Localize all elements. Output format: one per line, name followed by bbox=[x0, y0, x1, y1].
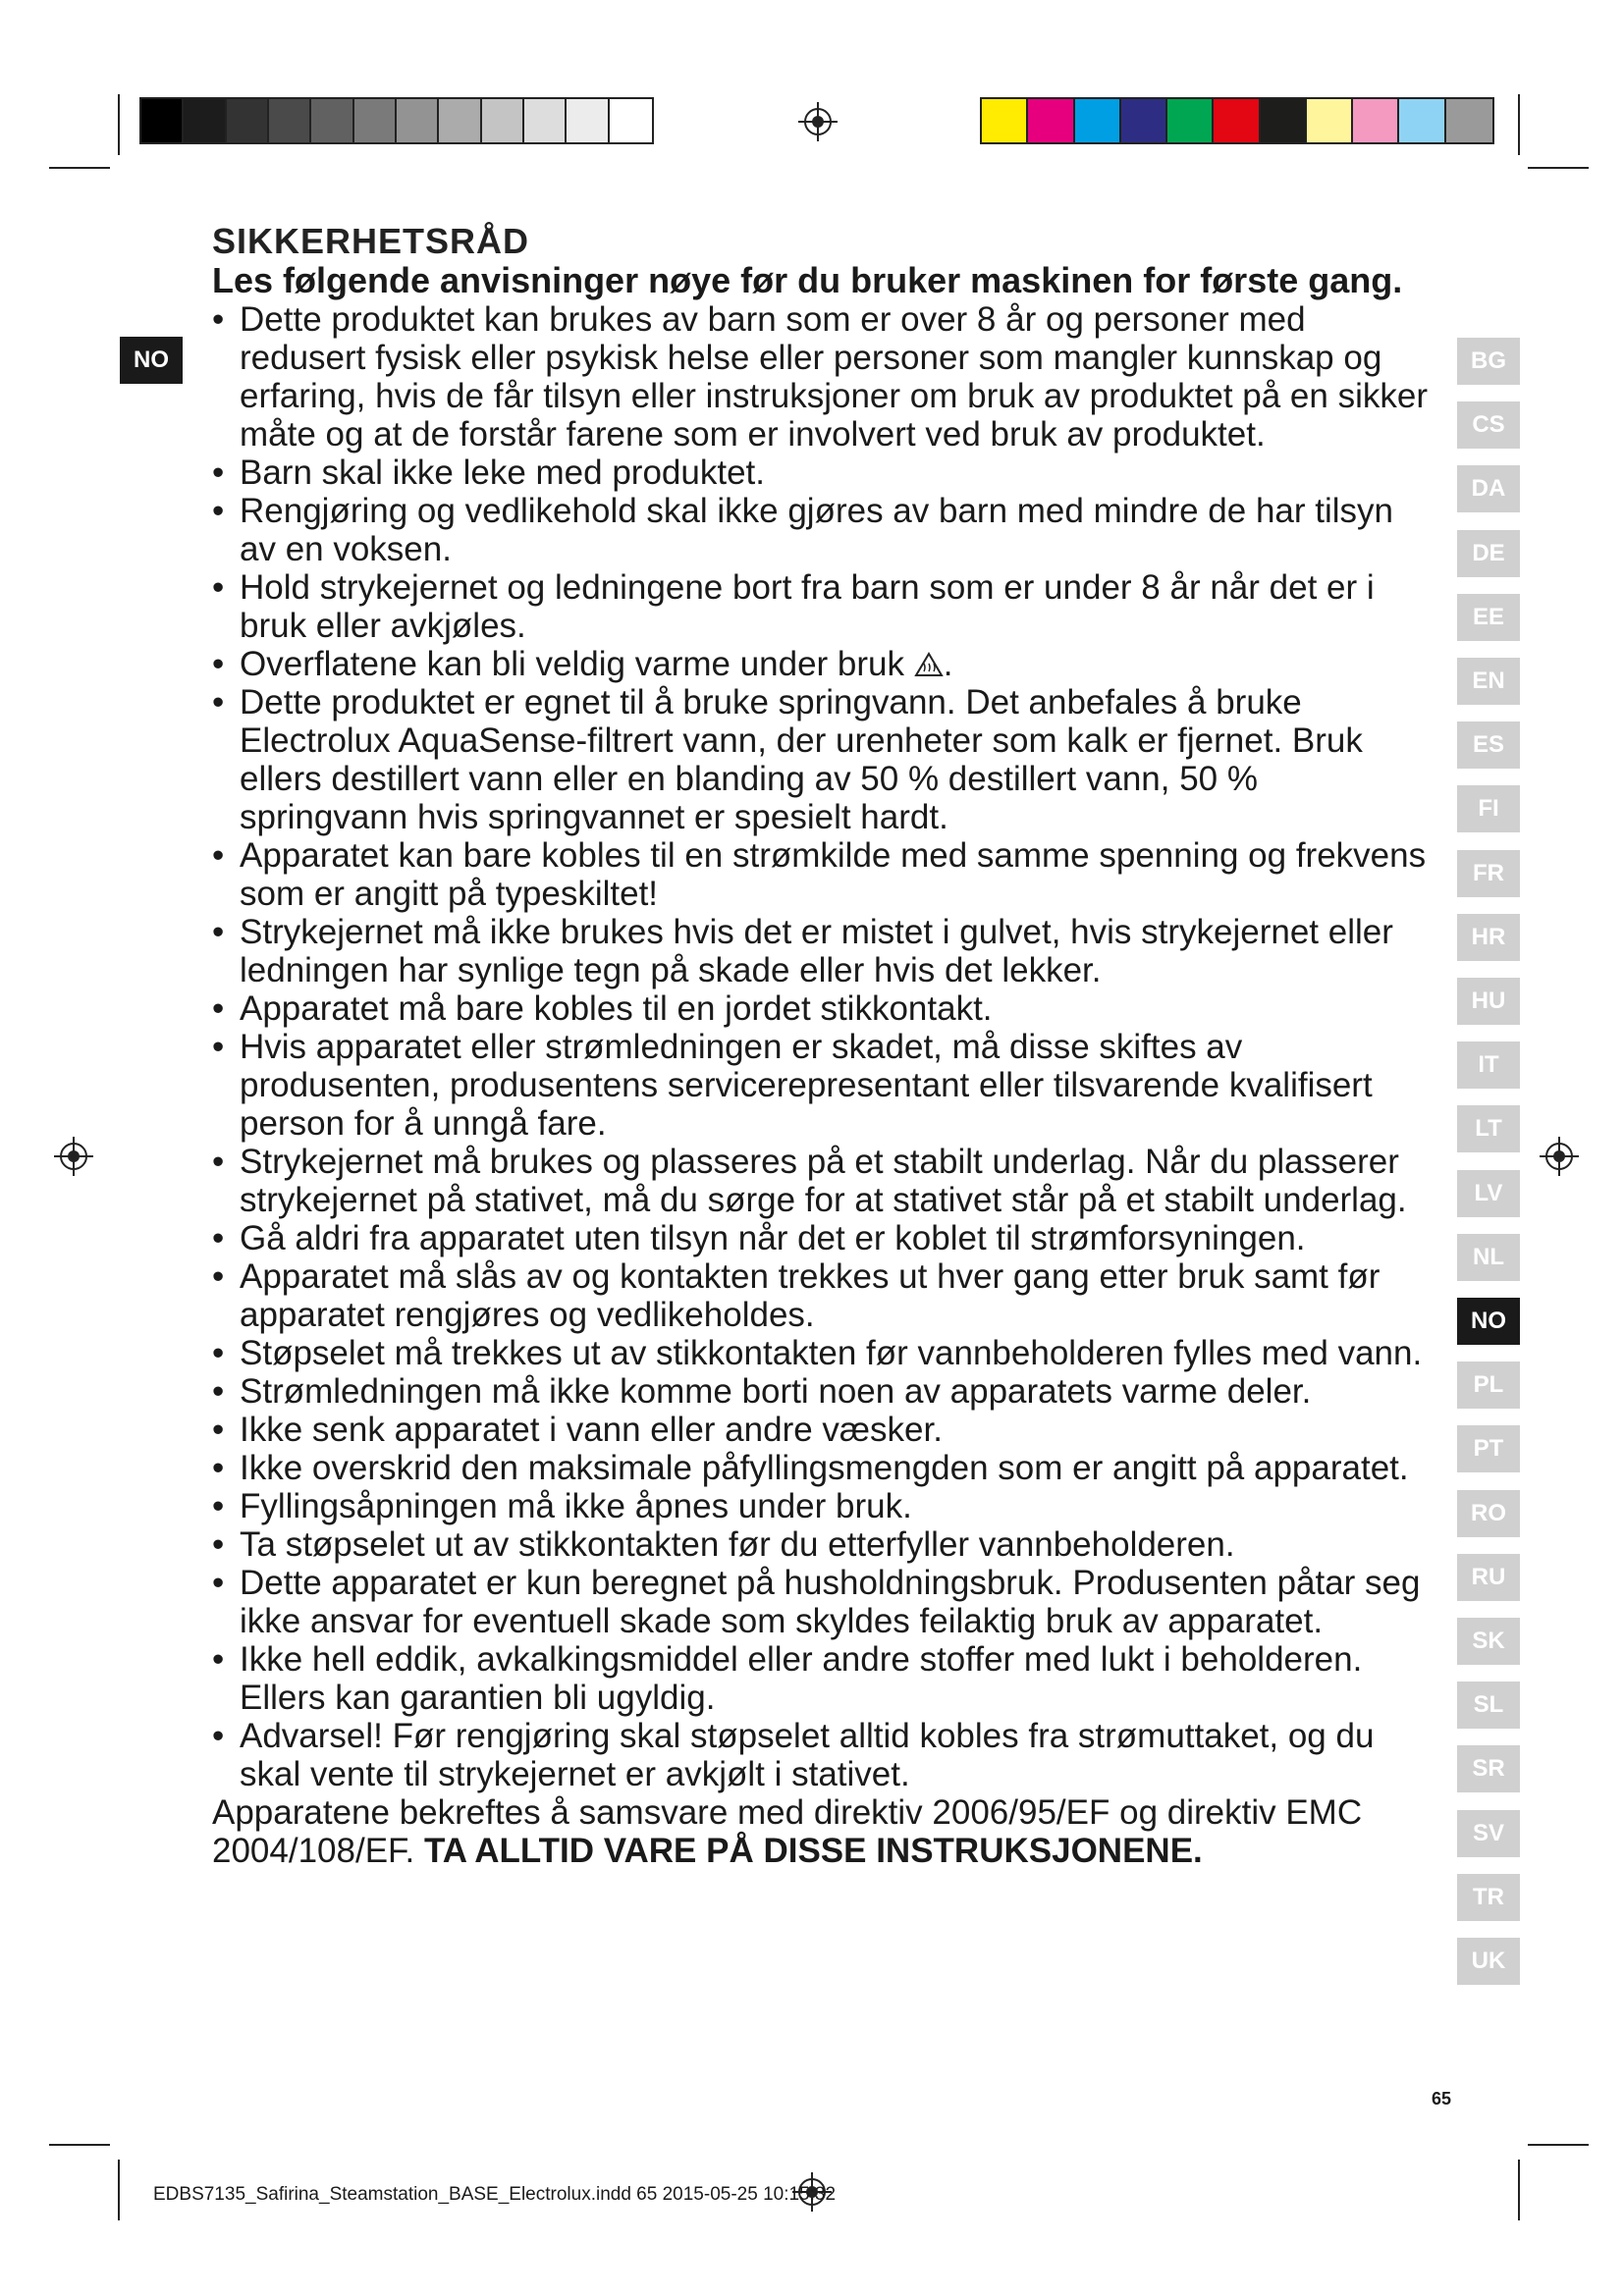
list-item bbox=[212, 1449, 1430, 1487]
safety-list bbox=[212, 300, 1430, 1793]
list-item bbox=[212, 492, 1430, 568]
crop-mark-bottom-right-v bbox=[1518, 2160, 1520, 2220]
page-title: SIKKERHETSRÅD bbox=[212, 221, 530, 261]
language-tab-no[interactable]: NO bbox=[1457, 1298, 1520, 1345]
list-item-text: Støpselet må trekkes ut av stikkontakten før vannbeholderen fylles med vann. bbox=[240, 1334, 1423, 1372]
color-swatch bbox=[1075, 99, 1121, 142]
intro-text: Les følgende anvisninger nøye før du bruker maskinen for første gang. bbox=[212, 260, 1403, 300]
language-tab-hu[interactable]: HU bbox=[1457, 978, 1520, 1025]
list-item bbox=[212, 913, 1430, 989]
closing-text: Apparatene bekreftes å samsvare med direktiv 2006/95/EF og direktiv EMC 2004/108/EF. bbox=[212, 1793, 1363, 1870]
list-item bbox=[212, 1564, 1430, 1640]
hot-surface-warning-icon bbox=[914, 652, 944, 677]
crop-mark-bottom-left bbox=[49, 2144, 110, 2146]
color-swatch bbox=[227, 99, 269, 142]
color-swatch bbox=[354, 99, 397, 142]
color-swatch bbox=[141, 99, 184, 142]
color-swatch bbox=[1167, 99, 1214, 142]
closing-paragraph bbox=[212, 1793, 1430, 1870]
list-item-text: Hvis apparatet eller strømledningen er skadet, må disse skiftes av produsenten, produsentens servicerepresentant eller tilsvarende kvalifisert person for å unngå fare. bbox=[240, 1028, 1373, 1143]
color-swatch bbox=[1214, 99, 1260, 142]
list-item bbox=[212, 1372, 1430, 1411]
color-swatch bbox=[524, 99, 567, 142]
language-tab-de[interactable]: DE bbox=[1457, 530, 1520, 577]
list-item bbox=[212, 836, 1430, 913]
language-tab-it[interactable]: IT bbox=[1457, 1041, 1520, 1089]
language-tab-bg[interactable]: BG bbox=[1457, 338, 1520, 385]
list-item bbox=[212, 1219, 1430, 1257]
color-swatch bbox=[482, 99, 524, 142]
list-item-text: Rengjøring og vedlikehold skal ikke gjøres av barn med mindre de har tilsyn av en voksen. bbox=[240, 492, 1393, 568]
list-item-text: Ikke hell eddik, avkalkingsmiddel eller andre stoffer med lukt i beholderen. Ellers kan garantien bli ugyldig. bbox=[240, 1640, 1363, 1717]
list-item-suffix: . bbox=[943, 645, 953, 683]
list-item bbox=[212, 1411, 1430, 1449]
list-item-text: Ta støpselet ut av stikkontakten før du etterfyller vannbeholderen. bbox=[240, 1525, 1235, 1564]
list-item-text: Fyllingsåpningen må ikke åpnes under bruk. bbox=[240, 1487, 912, 1525]
color-swatch bbox=[567, 99, 609, 142]
language-tab-ee[interactable]: EE bbox=[1457, 594, 1520, 641]
language-tab-sv[interactable]: SV bbox=[1457, 1810, 1520, 1857]
list-item-text: Overflatene kan bli veldig varme under bruk bbox=[240, 645, 905, 683]
list-item-text: Apparatet må slås av og kontakten trekkes ut hver gang etter bruk samt før apparatet rengjøres og vedlikeholdes. bbox=[240, 1257, 1380, 1334]
list-item-text: Strømledningen må ikke komme borti noen av apparatets varme deler. bbox=[240, 1372, 1312, 1411]
language-tab-sk[interactable]: SK bbox=[1457, 1618, 1520, 1665]
language-tab-sl[interactable]: SL bbox=[1457, 1682, 1520, 1729]
list-item bbox=[212, 454, 1430, 492]
color-swatch bbox=[1261, 99, 1307, 142]
color-swatch bbox=[439, 99, 481, 142]
closing-bold-text: TA ALLTID VARE PÅ DISSE INSTRUKSJONENE. bbox=[424, 1832, 1203, 1870]
color-swatch bbox=[397, 99, 439, 142]
language-tab-en[interactable]: EN bbox=[1457, 658, 1520, 705]
registration-mark-icon bbox=[1540, 1137, 1579, 1176]
crop-mark-top-right-v bbox=[1518, 94, 1520, 155]
language-tab-pl[interactable]: PL bbox=[1457, 1362, 1520, 1409]
grayscale-color-bar bbox=[139, 97, 654, 144]
list-item-text: Gå aldri fra apparatet uten tilsyn når det er koblet til strømforsyningen. bbox=[240, 1219, 1306, 1257]
language-tab-es[interactable]: ES bbox=[1457, 721, 1520, 769]
language-tab-cs[interactable]: CS bbox=[1457, 401, 1520, 449]
list-item-text: Dette apparatet er kun beregnet på husholdningsbruk. Produsenten påtar seg ikke ansvar for eventuell skade som skyldes feilaktig bruk av apparatet. bbox=[240, 1564, 1421, 1640]
list-item bbox=[212, 1257, 1430, 1334]
list-item bbox=[212, 1487, 1430, 1525]
color-swatch bbox=[982, 99, 1028, 142]
list-item-text: Strykejernet må brukes og plasseres på et stabilt underlag. Når du plasserer strykejernet på stativet, må du sørge for at stativet står på et stabilt underlag. bbox=[240, 1143, 1407, 1219]
language-tab-lt[interactable]: LT bbox=[1457, 1105, 1520, 1152]
color-swatch bbox=[1121, 99, 1167, 142]
color-swatch bbox=[1353, 99, 1399, 142]
color-swatch bbox=[269, 99, 311, 142]
safety-instructions bbox=[212, 222, 1430, 1870]
language-tab-fr[interactable]: FR bbox=[1457, 850, 1520, 897]
registration-mark-icon bbox=[798, 102, 838, 141]
list-item bbox=[212, 1028, 1430, 1143]
list-item bbox=[212, 645, 1430, 683]
crop-mark-top-left-v bbox=[118, 94, 120, 155]
language-tab-nl[interactable]: NL bbox=[1457, 1234, 1520, 1281]
list-item-text: Ikke senk apparatet i vann eller andre væsker. bbox=[240, 1411, 943, 1449]
language-side-tab: NO bbox=[120, 337, 183, 384]
language-tab-ru[interactable]: RU bbox=[1457, 1554, 1520, 1601]
list-item-text: Apparatet kan bare kobles til en strømkilde med samme spenning og frekvens som er angitt på typeskiltet! bbox=[240, 836, 1427, 913]
list-item-text: Apparatet må bare kobles til en jordet stikkontakt. bbox=[240, 989, 993, 1028]
crop-mark-bottom-right bbox=[1528, 2144, 1589, 2146]
process-color-bar bbox=[980, 97, 1494, 144]
list-item bbox=[212, 568, 1430, 645]
crop-mark-bottom-left-v bbox=[118, 2160, 120, 2220]
color-swatch bbox=[184, 99, 226, 142]
crop-mark-top-left bbox=[49, 167, 110, 169]
language-tab-lv[interactable]: LV bbox=[1457, 1170, 1520, 1217]
list-item-text: Advarsel! Før rengjøring skal støpselet alltid kobles fra strømuttaket, og du skal vente til strykejernet er avkjølt i stativet. bbox=[240, 1717, 1375, 1793]
list-item bbox=[212, 1717, 1430, 1793]
list-item-text: Ikke overskrid den maksimale påfyllingsmengden som er angitt på apparatet. bbox=[240, 1449, 1409, 1487]
color-swatch bbox=[1399, 99, 1445, 142]
list-item bbox=[212, 1525, 1430, 1564]
list-item bbox=[212, 1143, 1430, 1219]
list-item bbox=[212, 989, 1430, 1028]
color-swatch bbox=[1028, 99, 1074, 142]
crop-mark-top-right bbox=[1528, 167, 1589, 169]
print-footer: EDBS7135_Safirina_Steamstation_BASE_Electrolux.indd 65 2015-05-25 10:15:32 bbox=[153, 2184, 837, 2205]
list-item bbox=[212, 1334, 1430, 1372]
list-item-text: Dette produktet kan brukes av barn som er over 8 år og personer med redusert fysisk eller psykisk helse eller personer som mangler kunnskap og erfaring, hvis de får tilsyn eller instruksjoner om bruk av produktet på en sikker måte og at de forstår farene som er involvert ved bruk av produktet. bbox=[240, 300, 1428, 454]
list-item-text: Hold strykejernet og ledningene bort fra barn som er under 8 år når det er i bruk eller avkjøles. bbox=[240, 568, 1375, 645]
color-swatch bbox=[311, 99, 353, 142]
language-tab-fi[interactable]: FI bbox=[1457, 785, 1520, 832]
list-item bbox=[212, 1640, 1430, 1717]
language-tab-tr[interactable]: TR bbox=[1457, 1874, 1520, 1921]
language-tab-da[interactable]: DA bbox=[1457, 465, 1520, 512]
color-swatch bbox=[610, 99, 652, 142]
language-tab-sr[interactable]: SR bbox=[1457, 1745, 1520, 1792]
list-item-text: Strykejernet må ikke brukes hvis det er mistet i gulvet, hvis strykejernet eller ledningen har synlige tegn på skade eller hvis det lekker. bbox=[240, 913, 1393, 989]
color-swatch bbox=[1446, 99, 1492, 142]
list-item bbox=[212, 300, 1430, 454]
page-number: 65 bbox=[1432, 2089, 1452, 2109]
language-tab-pt[interactable]: PT bbox=[1457, 1425, 1520, 1472]
list-item-text: Barn skal ikke leke med produktet. bbox=[240, 454, 765, 492]
language-tab-uk[interactable]: UK bbox=[1457, 1938, 1520, 1985]
list-item-text: Dette produktet er egnet til å bruke springvann. Det anbefales å bruke Electrolux AquaSense-filtrert vann, der urenheter som kalk er fjernet. Bruk ellers destillert vann eller en blanding av 50 % destillert vann, 50 % springvann hvis springvannet er spesielt hardt. bbox=[240, 683, 1363, 836]
list-item bbox=[212, 683, 1430, 836]
registration-mark-icon bbox=[54, 1137, 93, 1176]
language-tab-hr[interactable]: HR bbox=[1457, 914, 1520, 961]
language-tab-ro[interactable]: RO bbox=[1457, 1490, 1520, 1537]
color-swatch bbox=[1307, 99, 1353, 142]
